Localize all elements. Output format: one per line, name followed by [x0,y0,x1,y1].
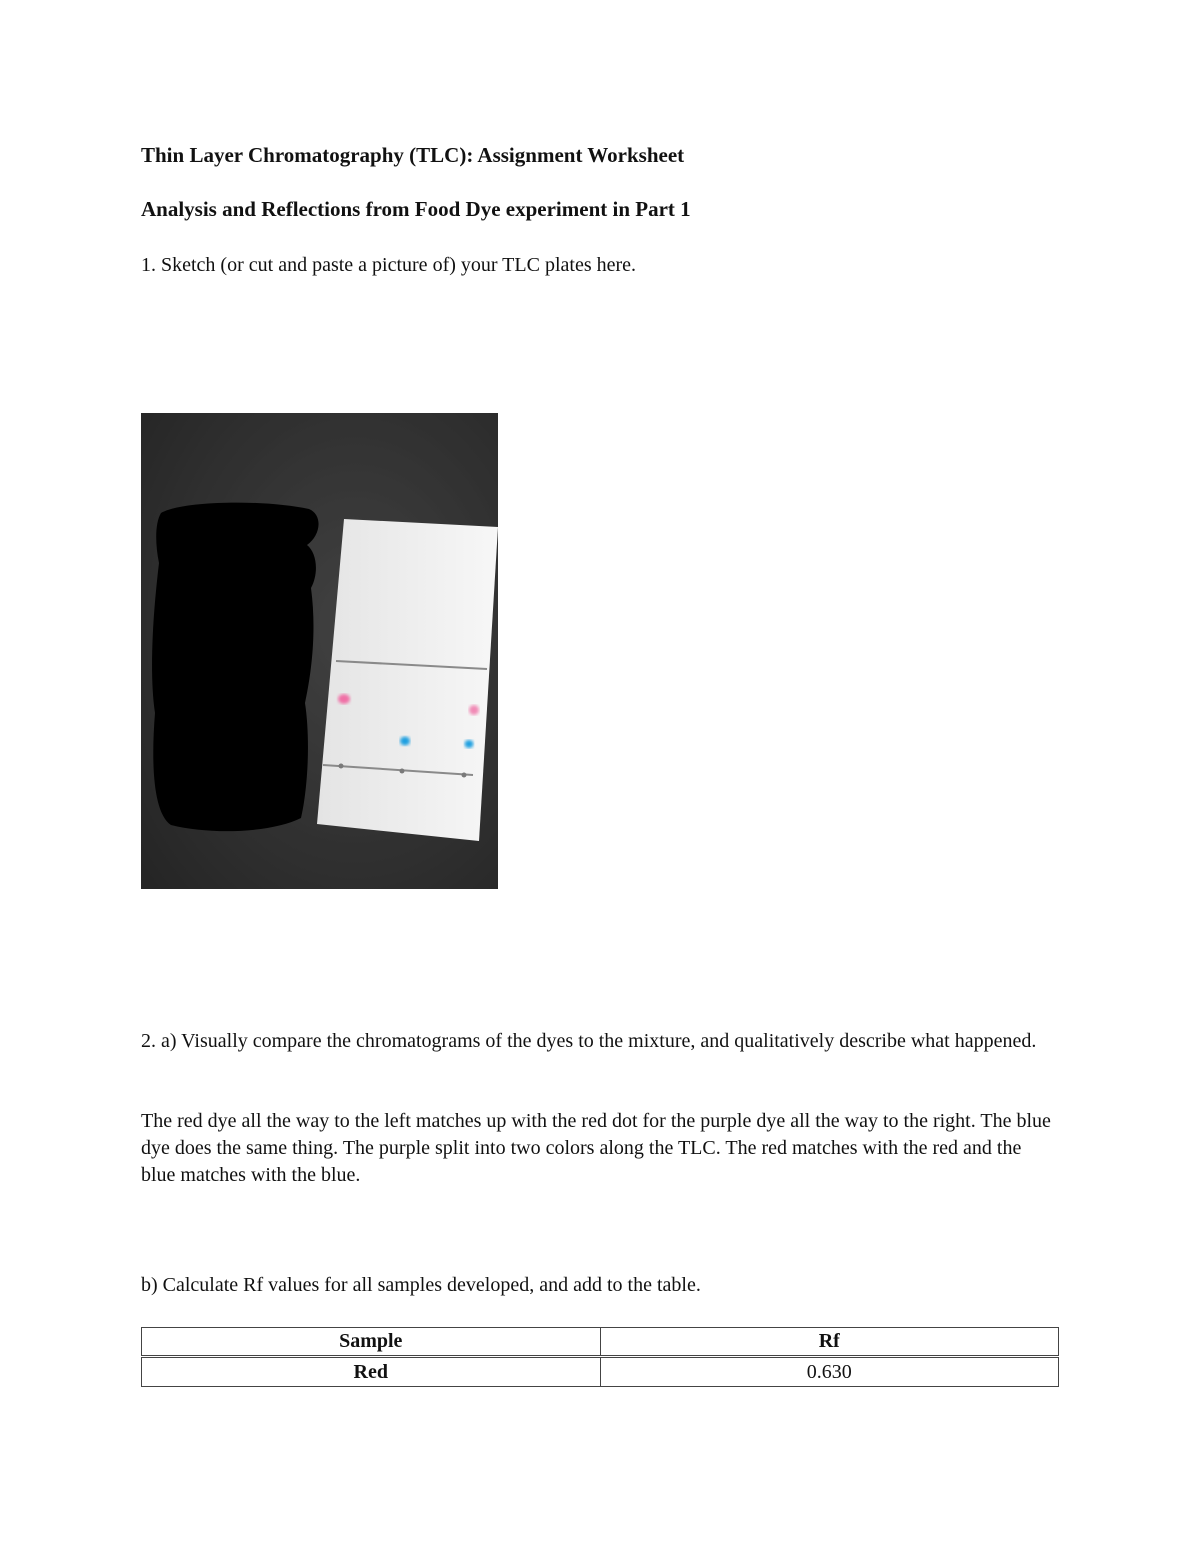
worksheet-title: Thin Layer Chromatography (TLC): Assignment Worksheet [141,143,685,167]
question-2a-prompt: 2. a) Visually compare the chromatograms of the dyes to the mixture, and qualitatively describe what happened. [141,1030,1037,1052]
rf-values-table [141,1327,1059,1387]
table-row [142,1357,1059,1387]
baseline-mark-left [339,764,344,769]
redaction-mark [152,503,319,832]
baseline-mark-right [462,773,467,778]
section-heading: Analysis and Reflections from Food Dye experiment in Part 1 [141,197,691,221]
column-header-sample: Sample [142,1328,601,1357]
question-2a-answer: The red dye all the way to the left matches up with the red dot for the purple dye all the way to the right. The blue dye does the same thing. The purple split into two colors along the TLC. The red matches with the red and the blue matches with the blue. [141,1110,1051,1186]
tlc-plate-photo [141,413,498,889]
baseline-mark-middle [400,769,405,774]
question-2b-prompt: b) Calculate Rf values for all samples developed, and add to the table. [141,1274,701,1296]
tlc-plate [317,519,498,841]
rf-value-cell: 0.630 [600,1357,1059,1387]
question-1-prompt: 1. Sketch (or cut and paste a picture of) your TLC plates here. [141,254,637,276]
red-dye-spot-right [469,705,479,715]
column-header-rf: Rf [600,1328,1059,1357]
red-dye-spot-left [338,694,350,704]
blue-dye-spot-middle [400,737,410,746]
sample-cell: Red [142,1357,601,1387]
table-header-row [142,1328,1059,1357]
blue-dye-spot-right [465,740,474,748]
